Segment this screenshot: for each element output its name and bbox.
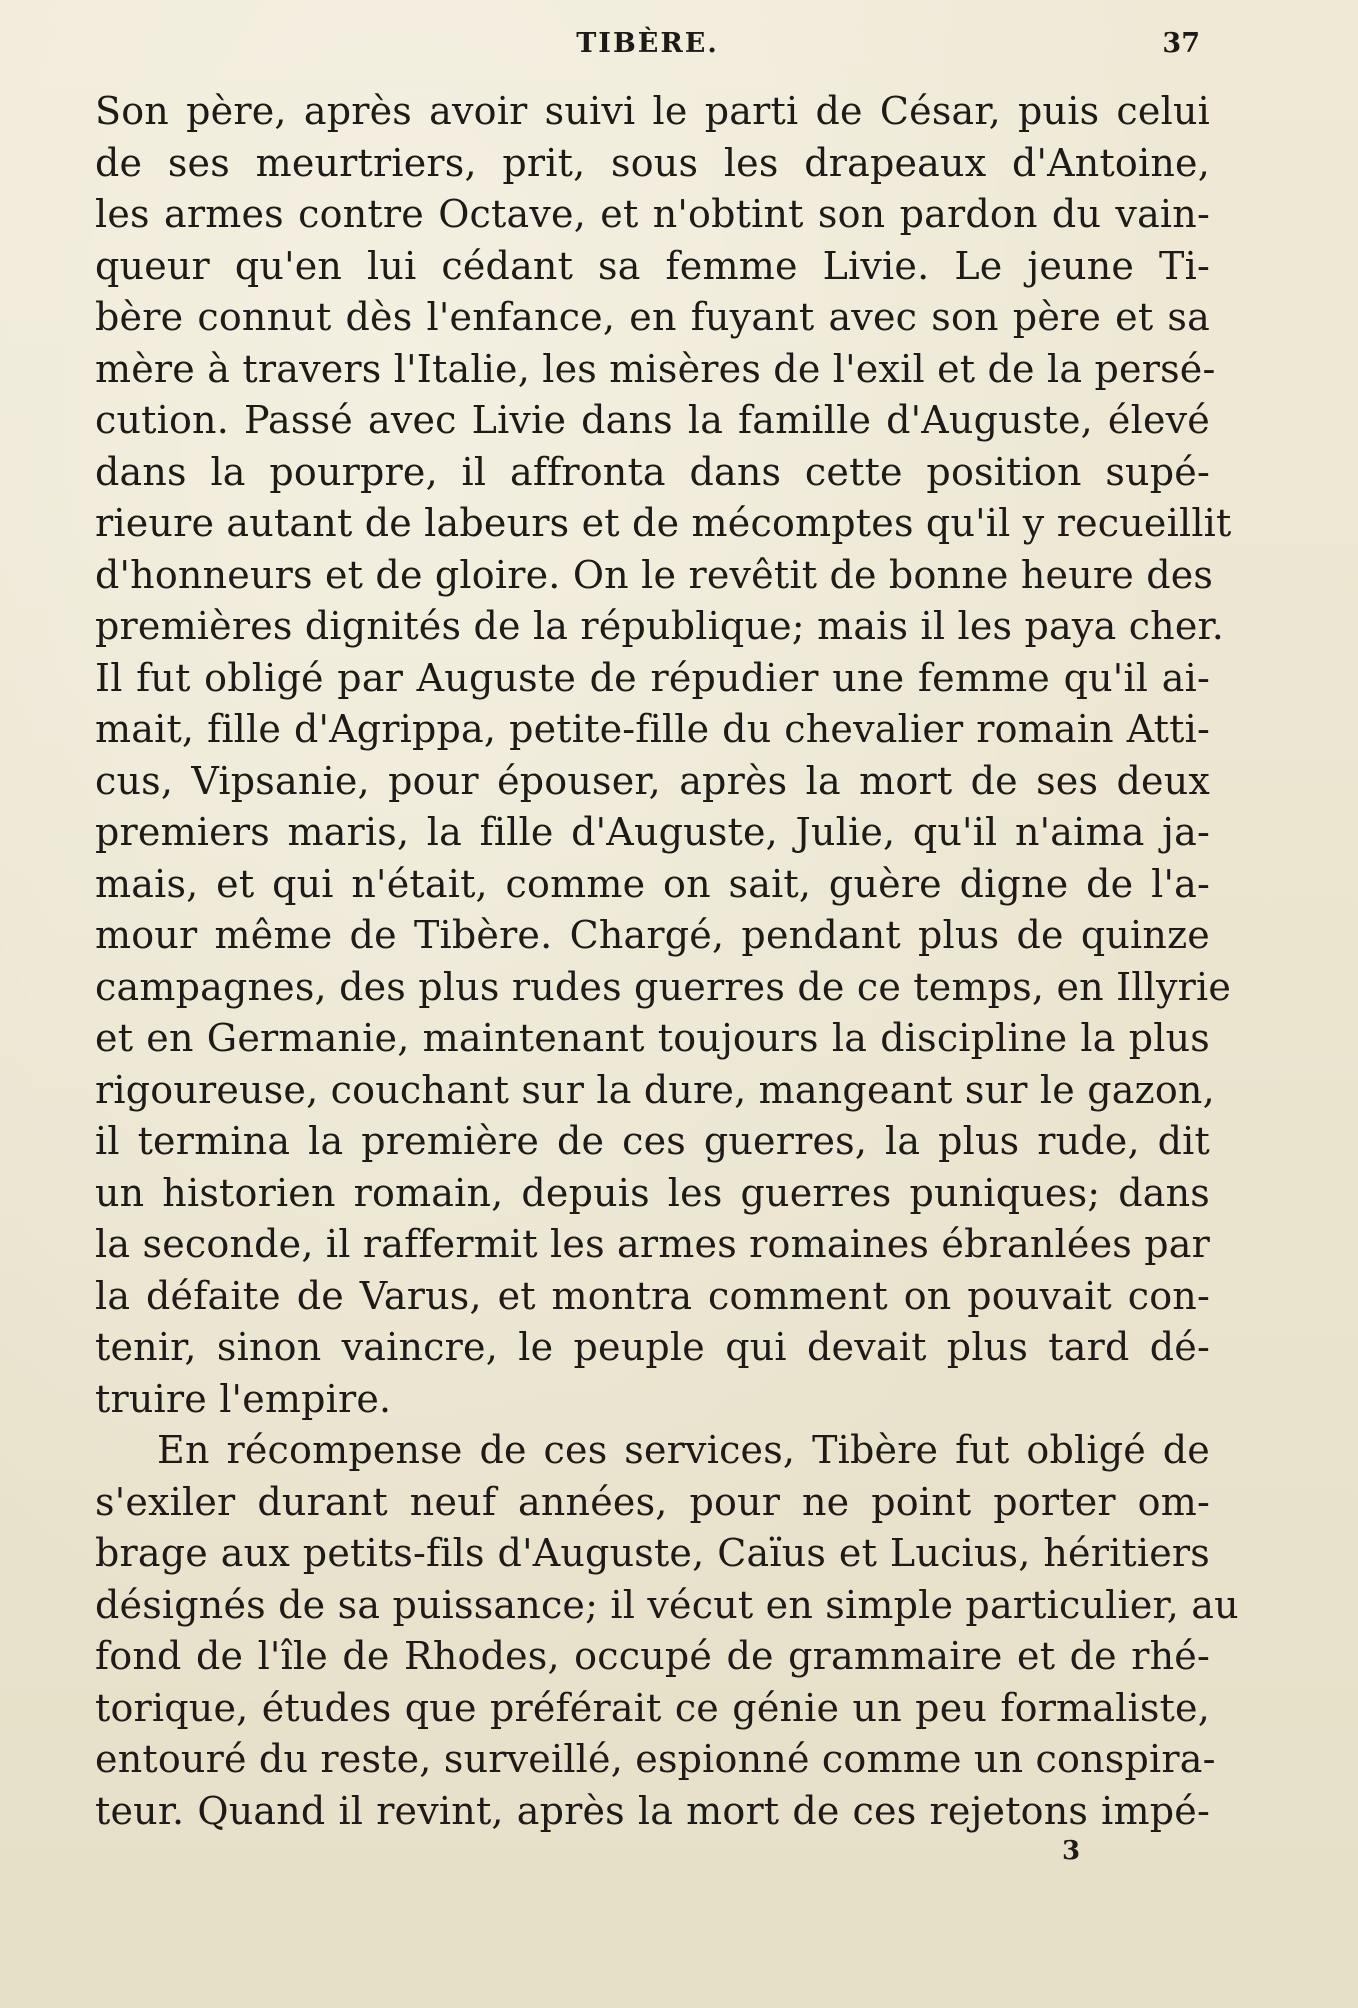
body-text — [95, 86, 1239, 1837]
text-line: dans la pourpre, il affronta dans cette position supé- — [95, 449, 1210, 494]
paragraph-end-line: truire l'empire. — [95, 1376, 392, 1421]
text-line: Il fut obligé par Auguste de répudier une femme qu'il ai- — [95, 655, 1210, 700]
text-line: premières dignités de la république; mais il les paya cher. — [95, 604, 1225, 648]
text-line: de ses meurtriers, prit, sous les drapeaux d'Antoine, — [95, 140, 1210, 185]
text-line: premiers maris, la fille d'Auguste, Julie, qu'il n'aima ja- — [95, 810, 1210, 854]
running-head: TIBÈRE. — [576, 28, 719, 59]
text-line: tenir, sinon vaincre, le peuple qui devait plus tard dé- — [95, 1325, 1210, 1369]
text-line: bère connut dès l'enfance, en fuyant avec son père et sa — [95, 295, 1210, 339]
text-line: cus, Vipsanie, pour épouser, après la mort de ses deux — [95, 758, 1210, 803]
paragraph-start-line: En récompense de ces services, Tibère fut obligé de — [157, 1428, 1210, 1472]
page-number: 37 — [1162, 28, 1200, 59]
text-line: cution. Passé avec Livie dans la famille d'Auguste, élevé — [95, 398, 1210, 442]
text-line: les armes contre Octave, et n'obtint son pardon du vain- — [95, 192, 1210, 236]
text-line: s'exiler durant neuf années, pour ne point porter om- — [95, 1479, 1210, 1524]
text-line: rigoureuse, couchant sur la dure, mangeant sur le gazon, — [95, 1067, 1215, 1112]
text-line: un historien romain, depuis les guerres puniques; dans — [95, 1170, 1210, 1215]
text-line: il termina la première de ces guerres, la plus rude, dit — [95, 1119, 1210, 1163]
text-line: la seconde, il raffermit les armes romaines ébranlées par — [95, 1222, 1210, 1266]
text-line: et en Germanie, maintenant toujours la discipline la plus — [95, 1016, 1210, 1060]
text-line: mour même de Tibère. Chargé, pendant plus de quinze — [95, 913, 1210, 957]
text-line: torique, études que préférait ce génie un peu formaliste, — [95, 1685, 1210, 1730]
text-line: mère à travers l'Italie, les misères de l'exil et de la persé- — [95, 346, 1216, 391]
text-line: Son père, après avoir suivi le parti de César, puis celui — [95, 89, 1210, 133]
text-line: queur qu'en lui cédant sa femme Livie. Le jeune Ti- — [95, 243, 1210, 288]
text-line: brage aux petits-fils d'Auguste, Caïus et Lucius, héritiers — [95, 1531, 1210, 1575]
text-line: campagnes, des plus rudes guerres de ce temps, en Illyrie — [95, 964, 1232, 1009]
text-line: rieure autant de labeurs et de mécomptes qu'il y recueillit — [95, 501, 1232, 545]
signature-mark: 3 — [1062, 1836, 1081, 1866]
text-line: d'honneurs et de gloire. On le revêtit de bonne heure des — [95, 552, 1214, 597]
text-line: mais, et qui n'était, comme on sait, guère digne de l'a- — [95, 861, 1210, 906]
text-line: fond de l'île de Rhodes, occupé de grammaire et de rhé- — [95, 1634, 1210, 1678]
text-line: désignés de sa puissance; il vécut en simple particulier, au — [95, 1582, 1239, 1627]
page-header — [95, 26, 1200, 66]
text-line: la défaite de Varus, et montra comment on pouvait con- — [95, 1273, 1210, 1318]
text-line: entouré du reste, surveillé, espionné comme un conspira- — [95, 1737, 1216, 1781]
text-line: teur. Quand il revint, après la mort de ces rejetons impé- — [95, 1788, 1210, 1833]
text-line: mait, fille d'Agrippa, petite-fille du chevalier romain Atti- — [95, 707, 1210, 751]
